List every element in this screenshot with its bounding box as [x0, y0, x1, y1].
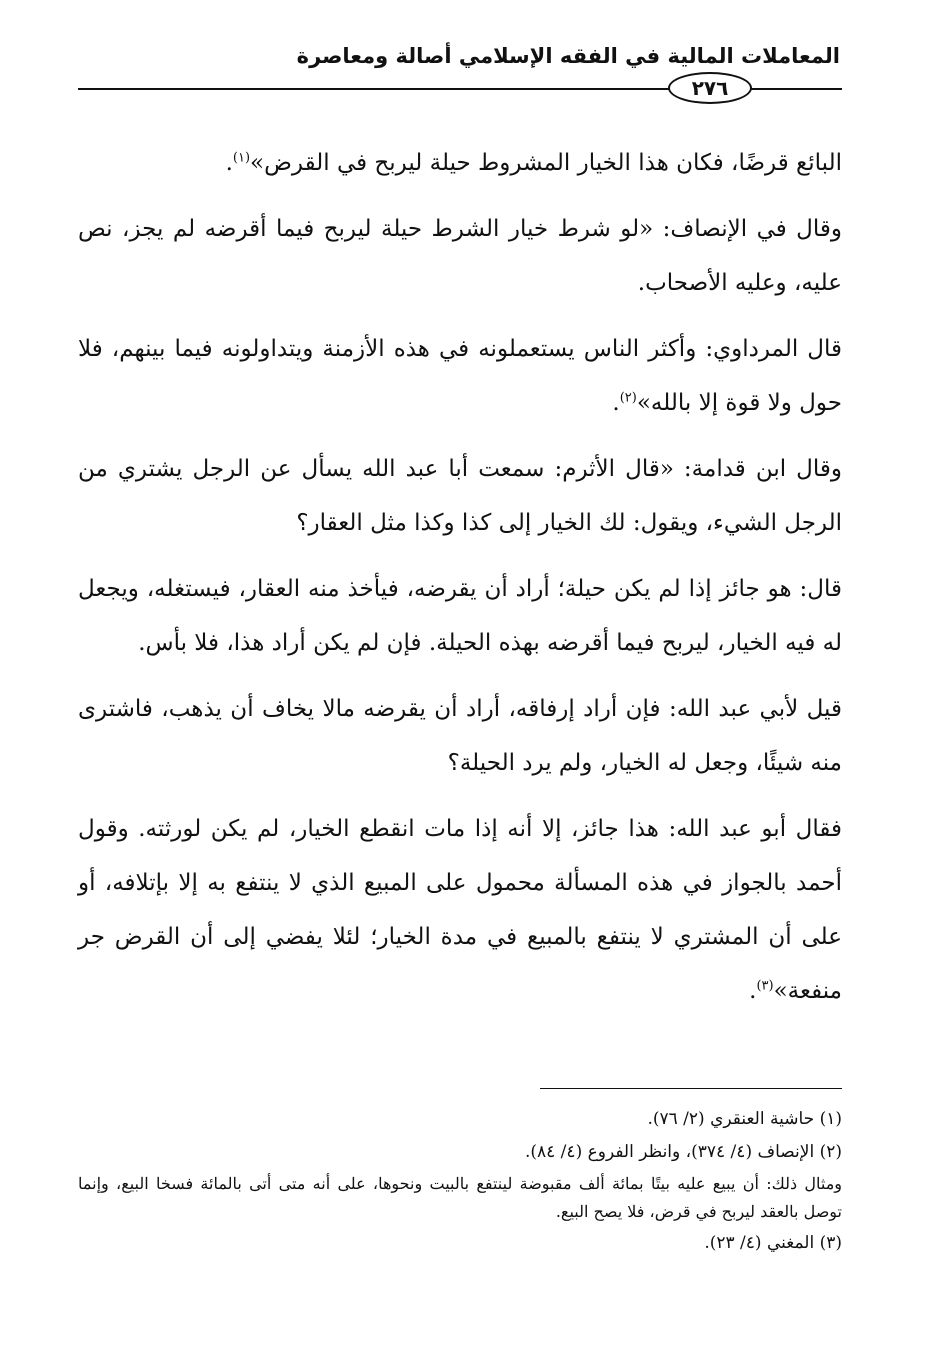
main-text	[78, 136, 842, 1030]
footnote: (١) حاشية العنقري (٢/ ٧٦).	[647, 1109, 842, 1129]
footnote: ومثال ذلك: أن يبيع عليه بيتًا بمائة ألف مقبوضة لينتفع بالبيت ونحوها، على أنه متى أتى بالمائة فسخا البيع، وإنما توصل بالعقد ليربح في قرض، فلا يصح البيع.	[78, 1174, 842, 1221]
paragraph	[78, 322, 842, 430]
paragraph	[78, 136, 842, 190]
footnote-separator	[540, 1088, 842, 1089]
paragraph-text: وقال ابن قدامة: «قال الأثرم: سمعت أبا عبد الله يسأل عن الرجل يشتري من الرجل الشيء، ويقول: لك الخيار إلى كذا وكذا مثل العقار؟	[78, 456, 842, 536]
paragraph	[78, 682, 842, 790]
paragraph	[78, 442, 842, 550]
paragraph	[78, 802, 842, 1018]
paragraph	[78, 562, 842, 670]
footnotes	[78, 1104, 842, 1261]
page-number: ٢٧٦	[668, 72, 752, 104]
footnote: (٢) الإنصاف (٤/ ٣٧٤)، وانظر الفروع (٤/ ٨٤).	[524, 1142, 842, 1162]
paragraph-text: وقال في الإنصاف: «لو شرط خيار الشرط حيلة ليربح فيما أقرضه لم يجز، نص عليه، وعليه الأصحاب.	[78, 216, 842, 296]
paragraph	[78, 202, 842, 310]
sentence-end: .	[612, 390, 620, 416]
paragraph-text: قيل لأبي عبد الله: فإن أراد إرفاقه، أراد أن يقرضه مالا يخاف أن يذهب، فاشترى منه شيئًا، وجعل له الخيار، ولم يرد الحيلة؟	[78, 696, 842, 776]
footnote-marker: (٢)	[619, 390, 637, 406]
paragraph-text: فقال أبو عبد الله: هذا جائز، إلا أنه إذا مات انقطع الخيار، لم يكن لورثته. وقول أحمد بالجواز في هذه المسألة محمول على المبيع الذي لا ينتفع به إلا بإتلافه، أو على أن المشتري لا ينتفع بالمبيع في مدة الخيار؛ لئلا يفضي إلى أن القرض جر منفعة»	[78, 816, 842, 1004]
footnote-marker: (١)	[232, 150, 251, 166]
paragraph-text: قال: هو جائز إذا لم يكن حيلة؛ أراد أن يقرضه، فيأخذ منه العقار، فيستغله، ويجعل له فيه الخيار، ليربح فيما أقرضه بهذه الحيلة. فإن لم يكن أراد هذا، فلا بأس.	[78, 576, 842, 656]
footnote: (٣) المغني (٤/ ٢٣).	[704, 1233, 842, 1253]
running-title: المعاملات المالية في الفقه الإسلامي أصالة ومعاصرة	[296, 44, 840, 68]
paragraph-text: البائع قرضًا، فكان هذا الخيار المشروط حيلة ليربح في القرض»	[250, 150, 842, 176]
footnote-marker: (٣)	[756, 978, 774, 994]
sentence-end: .	[749, 978, 757, 1004]
sentence-end: .	[225, 150, 233, 176]
paragraph-text: قال المرداوي: وأكثر الناس يستعملونه في هذه الأزمنة ويتداولونه فيما بينهم، فلا حول ولا قوة إلا بالله»	[78, 336, 842, 416]
